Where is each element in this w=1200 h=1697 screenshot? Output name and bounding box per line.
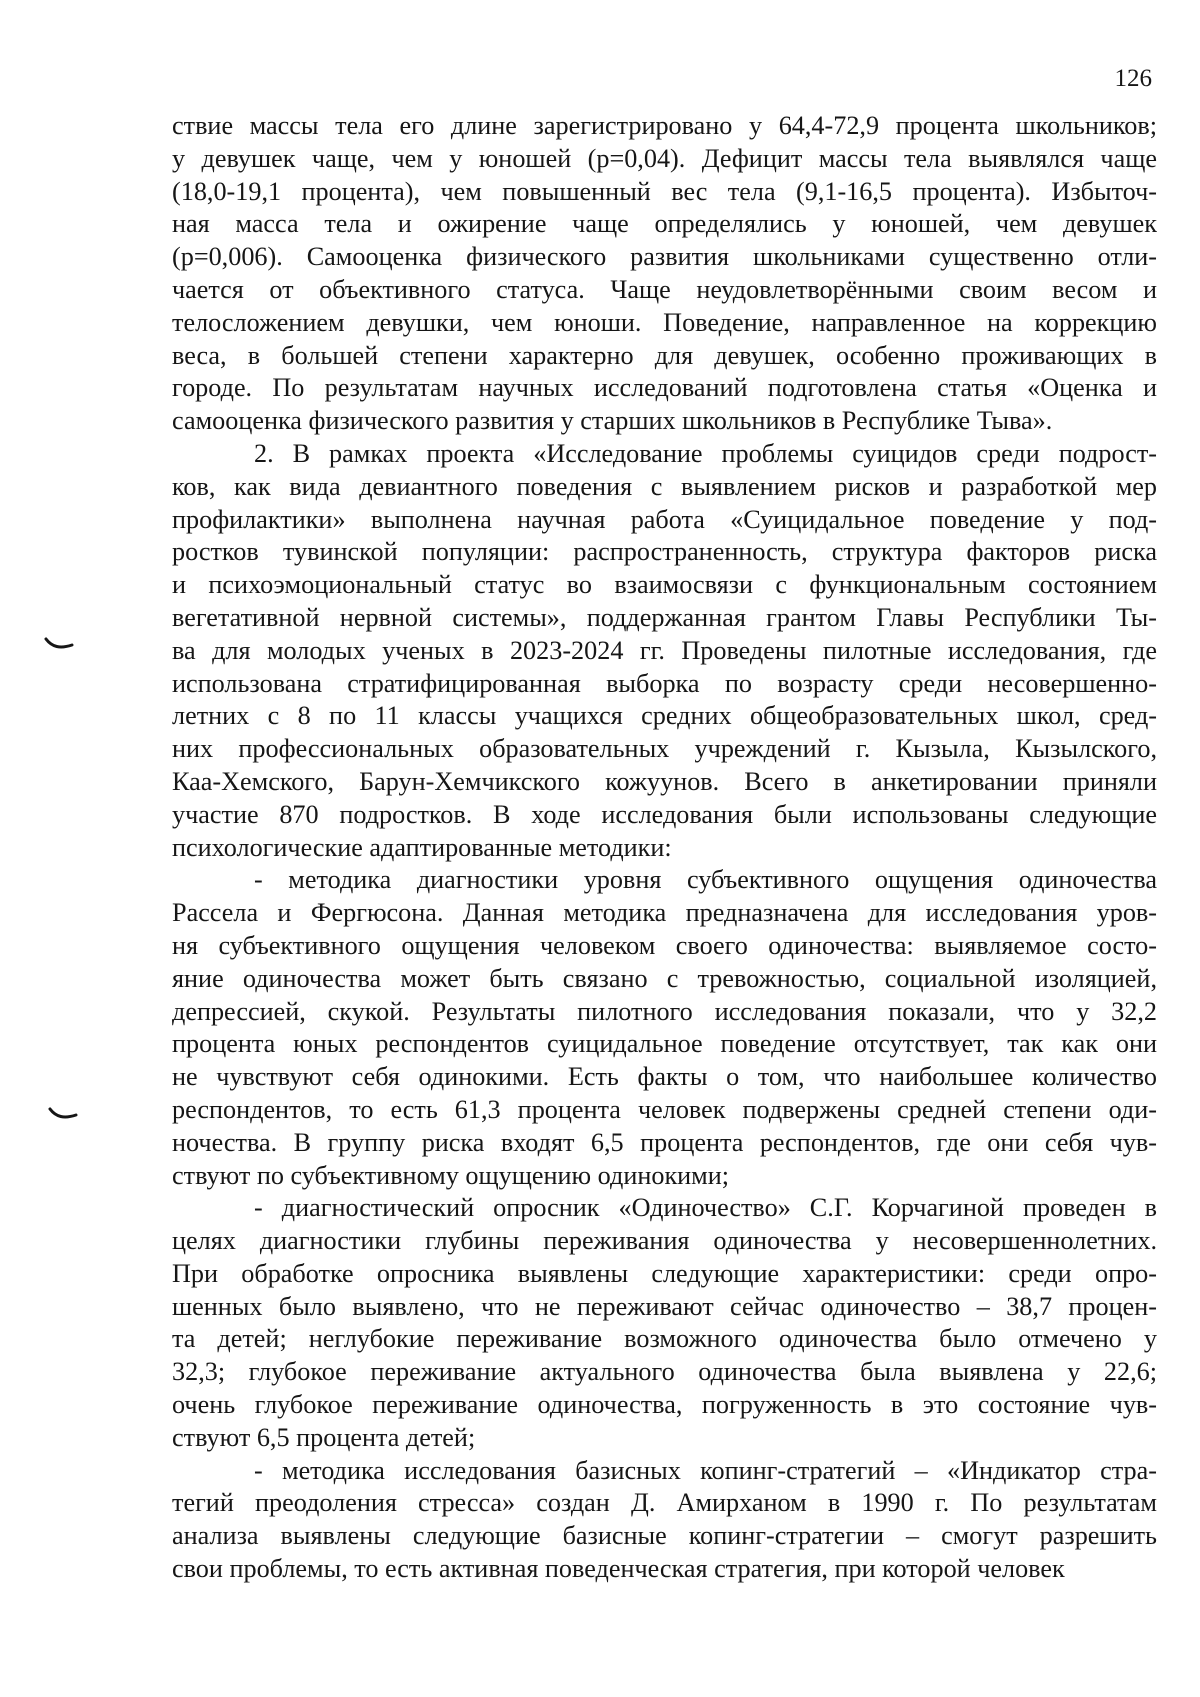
text-line: 32,3; глубокое переживание актуального одиночества была выявлена у 22,6; [172,1357,1157,1387]
text-line: очень глубокое переживание одиночества, погруженность в это состояние чув- [172,1390,1157,1420]
text-line: и психоэмоциональный статус во взаимосвязи с функциональным состоянием [172,570,1157,600]
text-line: При обработке опросника выявлены следующие характеристики: среди опро- [172,1258,1157,1288]
paragraph [172,1192,1157,1454]
text-line: городе. По результатам научных исследований подготовлена статья «Оценка и [172,373,1157,403]
text-line: телосложением девушки, чем юноши. Поведение, направленное на коррекцию [172,307,1157,337]
text-line: ков, как вида девиантного поведения с выявлением рисков и разработкой мер [172,471,1157,501]
text-line: вегетативной нервной системы», поддержанная грантом Главы Республики Ты- [172,602,1157,632]
text-line: ростков тувинской популяции: распространенность, структура факторов риска [172,537,1157,567]
text-line: - диагностический опросник «Одиночество» С.Г. Корчагиной проведен в [254,1193,1157,1223]
text-line: участие 870 подростков. В ходе исследования были использованы следующие [172,799,1157,829]
text-line: процента юных респондентов суицидальное поведение отсутствует, так как они [172,1029,1157,1059]
text-line: Каа-Хемского, Барун-Хемчикского кожуунов. Всего в анкетировании приняли [172,766,1157,796]
text-line: яние одиночества может быть связано с тревожностью, социальной изоляцией, [172,963,1157,993]
text-line: ствие массы тела его длине зарегистрировано у 64,4-72,9 процента школьников; [172,111,1157,140]
margin-check-mark [44,637,74,651]
paragraph [172,1455,1157,1586]
text-line: анализа выявлены следующие базисные копинг-стратегии – смогут разрешить [172,1521,1157,1551]
document-body [172,110,1157,1586]
text-line: них профессиональных образовательных учреждений г. Кызыла, Кызылского, [172,734,1157,764]
text-line: использована стратифицированная выборка по возрасту среди несовершенно- [172,668,1157,698]
page-number: 126 [1114,65,1152,92]
text-line: у девушек чаще, чем у юношей (р=0,04). Дефицит массы тела выявлялся чаще [172,143,1157,173]
text-line: ва для молодых ученых в 2023-2024 гг. Проведены пилотные исследования, где [172,635,1157,665]
text-line: - методика диагностики уровня субъективного ощущения одиночества [254,865,1157,895]
text-line: не чувствуют себя одинокими. Есть факты о том, что наибольшее количество [172,1062,1157,1092]
text-line: 2. В рамках проекта «Исследование проблемы суицидов среди подрост- [254,438,1157,468]
text-line: профилактики» выполнена научная работа «Суицидальное поведение у под- [172,504,1157,534]
text-line: веса, в большей степени характерно для девушек, особенно проживающих в [172,340,1157,370]
margin-check-mark [48,1107,78,1121]
text-line: ночества. В группу риска входят 6,5 процента респондентов, где они себя чув- [172,1127,1157,1157]
text-line: ствуют по субъективному ощущению одинокими; [172,1160,730,1190]
paragraph [172,864,1157,1192]
text-line: шенных было выявлено, что не переживают сейчас одиночество – 38,7 процен- [172,1291,1157,1321]
text-line: ня субъективного ощущения человеком своего одиночества: выявляемое состо- [172,930,1157,960]
text-line: летних с 8 по 11 классы учащихся средних общеобразовательных школ, сред- [172,701,1157,731]
text-line: (р=0,006). Самооценка физического развития школьниками существенно отли- [172,242,1157,272]
text-line: ная масса тела и ожирение чаще определялись у юношей, чем девушек [172,209,1157,239]
text-line: депрессией, скукой. Результаты пилотного исследования показали, что у 32,2 [172,996,1157,1026]
text-line: - методика исследования базисных копинг-стратегий – «Индикатор стра- [254,1455,1157,1485]
text-line: чается от объективного статуса. Чаще неудовлетворёнными своим весом и [172,274,1157,304]
paragraph [172,110,1157,438]
text-line: психологические адаптированные методики: [172,832,672,862]
text-line: (18,0-19,1 процента), чем повышенный вес тела (9,1-16,5 процента). Избыточ- [172,176,1157,206]
text-line: целях диагностики глубины переживания одиночества у несовершеннолетних. [172,1226,1157,1256]
text-line: респондентов, то есть 61,3 процента человек подвержены средней степени оди- [172,1094,1157,1124]
text-line: та детей; неглубокие переживание возможного одиночества было отмечено у [172,1324,1157,1354]
text-line: Рассела и Фергюсона. Данная методика предназначена для исследования уров- [172,898,1157,928]
text-line: тегий преодоления стресса» создан Д. Амирханом в 1990 г. По результатам [172,1488,1157,1518]
text-line: свои проблемы, то есть активная поведенческая стратегия, при которой человек [172,1554,1065,1584]
text-line: самооценка физического развития у старших школьников в Республике Тыва». [172,406,1053,436]
paragraph [172,438,1157,864]
text-line: ствуют 6,5 процента детей; [172,1422,476,1452]
